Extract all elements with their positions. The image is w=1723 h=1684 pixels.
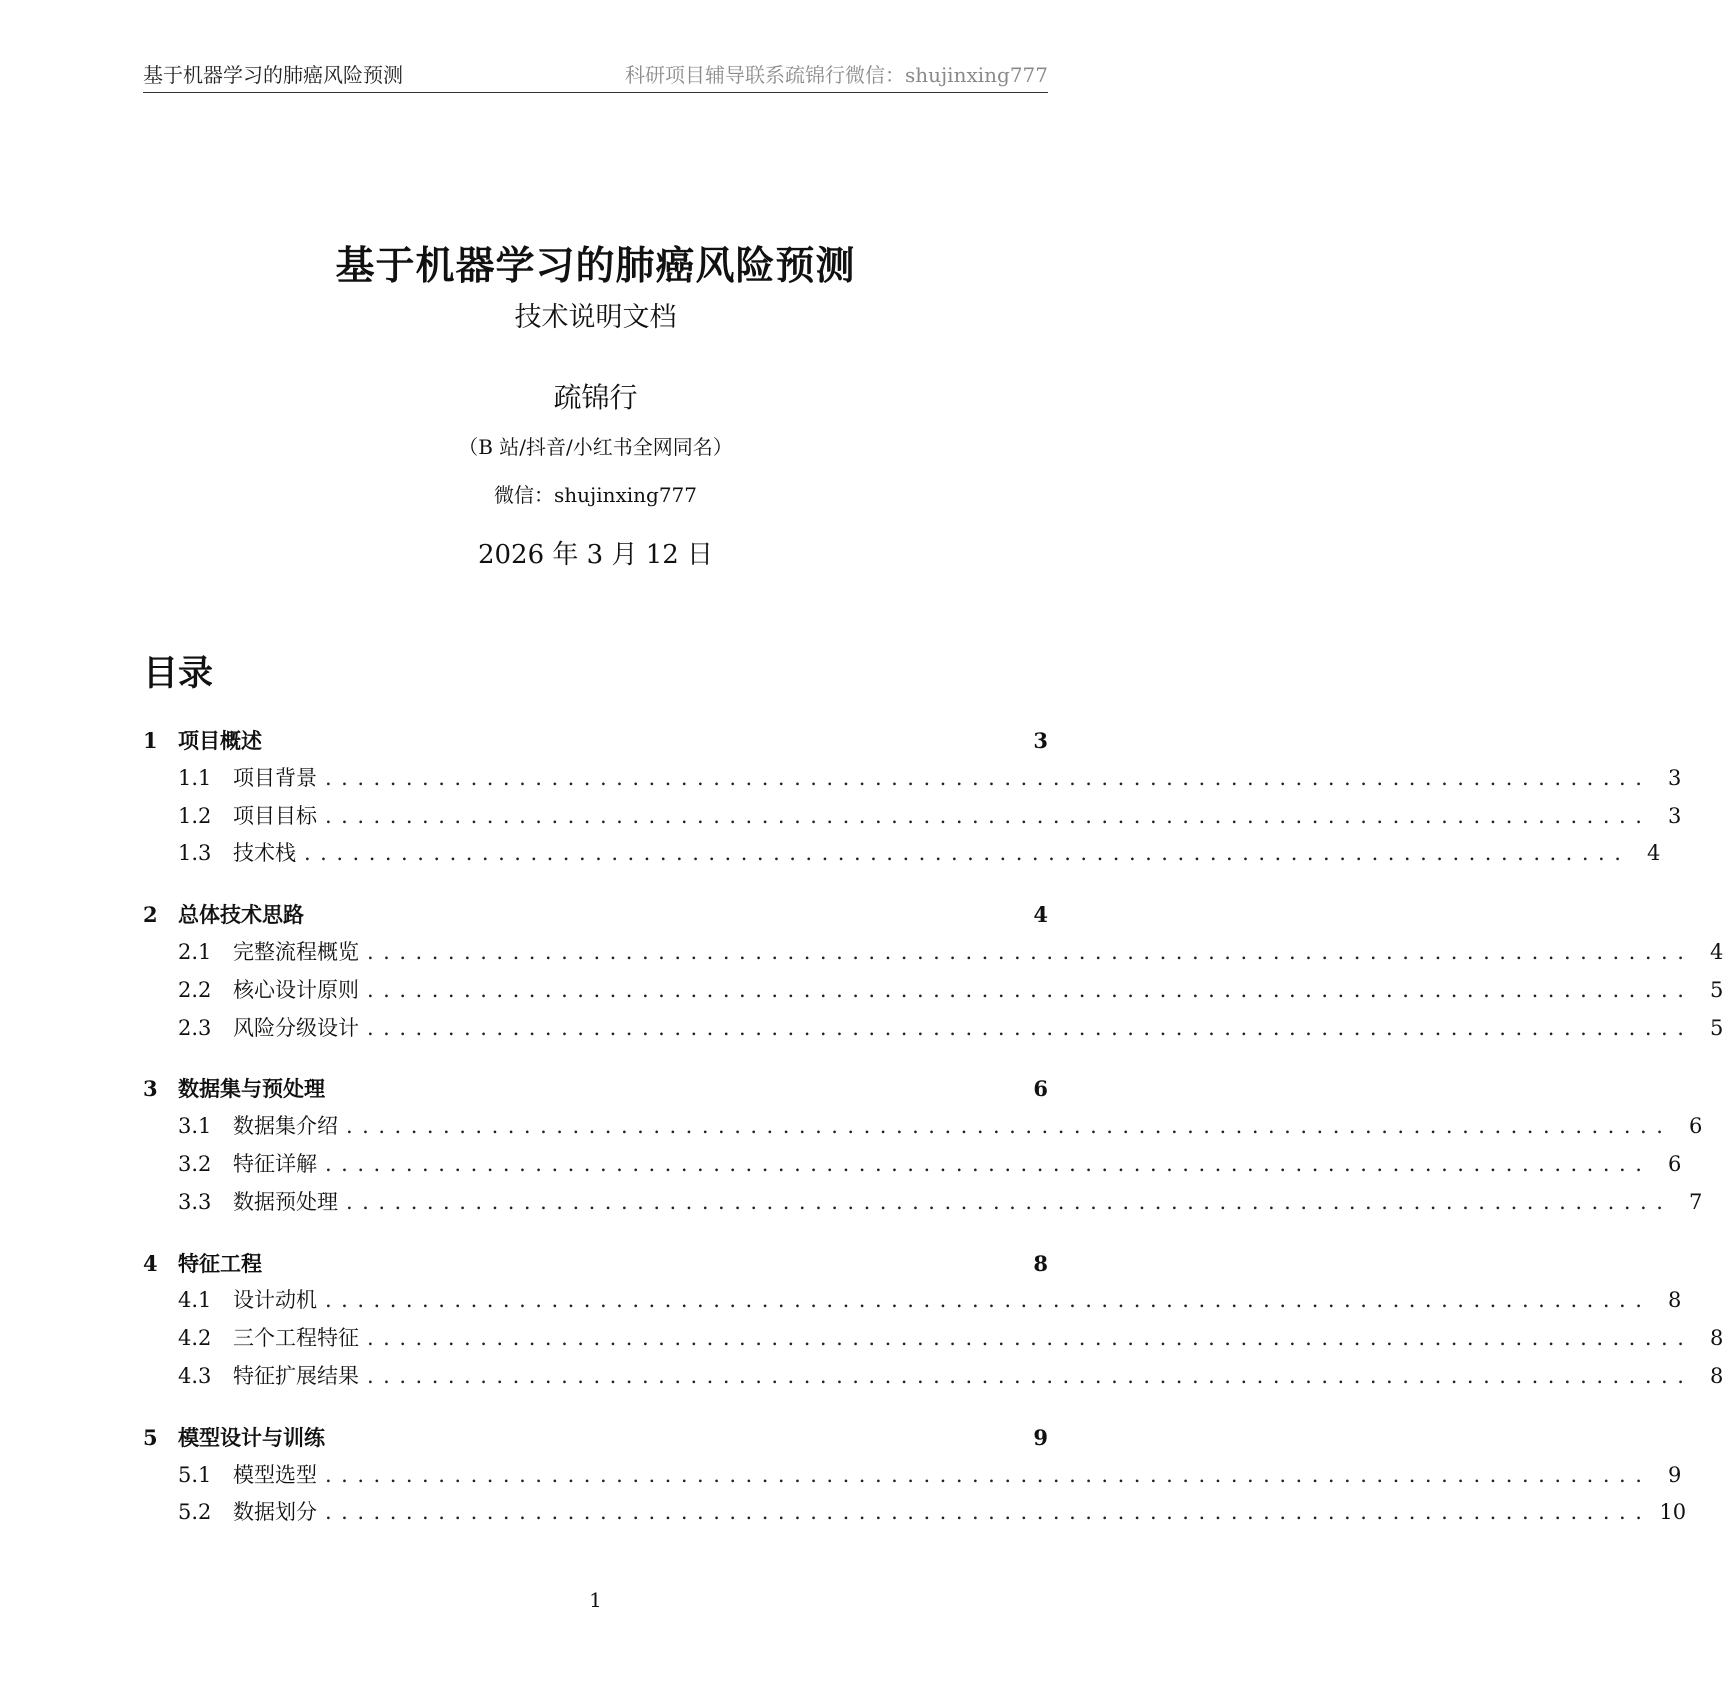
- toc-entry-subsection[interactable]: [143, 760, 1682, 798]
- toc-dot-leader: ..................................................................................: [325, 1151, 1652, 1176]
- toc-subsection-number: 1.1: [178, 765, 212, 790]
- toc-entry-subsection[interactable]: [143, 934, 1723, 972]
- toc-page-number: 8: [1668, 1288, 1682, 1313]
- toc-page-number: 3: [1668, 803, 1682, 828]
- toc-subsection-label: 数据预处理: [233, 1189, 338, 1214]
- toc-subsection-number: 2.2: [178, 977, 212, 1002]
- toc-subsection-label: 核心设计原则: [233, 977, 359, 1002]
- toc-subsection-number: 4.3: [178, 1363, 212, 1388]
- toc-subsection-number: 1.2: [178, 803, 212, 828]
- toc-dot-leader: ..................................................................................: [346, 1114, 1673, 1139]
- toc-dot-leader: ..................................................................................: [325, 1288, 1652, 1313]
- toc-subsection-number: 1.3: [178, 841, 212, 866]
- toc-page-number: 9: [1033, 1424, 1048, 1450]
- author-name: 疏锦行: [553, 381, 638, 414]
- toc-dot-leader: ..................................................................................: [325, 1462, 1652, 1487]
- toc-subsection-number: 3.1: [178, 1114, 212, 1139]
- toc-page-number: 6: [1033, 1076, 1048, 1102]
- toc-page-number: 5: [1710, 1015, 1723, 1040]
- toc-subsection-label: 技术栈: [233, 841, 296, 866]
- toc-entry-subsection[interactable]: [143, 1320, 1723, 1358]
- toc-page-number: 4: [1647, 841, 1661, 866]
- toc-page-number: 6: [1689, 1114, 1703, 1139]
- toc-page-number: 10: [1659, 1500, 1687, 1525]
- header-right-text: 科研项目辅导联系疏锦行微信：shujinxing777: [624, 63, 1048, 87]
- toc-subsection-number: 5.2: [178, 1500, 212, 1525]
- toc-dot-leader: ..................................................................................: [325, 803, 1652, 828]
- toc-section-number: 1: [143, 728, 158, 753]
- author-note: （B 站/抖音/小红书全网同名）: [458, 435, 733, 459]
- toc-entry-section[interactable]: [143, 1419, 1048, 1457]
- toc-entry-subsection[interactable]: [143, 1358, 1723, 1396]
- toc-section-number: 4: [143, 1250, 158, 1276]
- toc-section-number: 5: [143, 1424, 158, 1450]
- toc-section-number: 2: [143, 902, 158, 928]
- toc-subsection-label: 项目背景: [233, 765, 317, 790]
- toc-page-number: 8: [1033, 1250, 1048, 1276]
- toc-entry-subsection[interactable]: [143, 1457, 1682, 1495]
- toc-entry-subsection[interactable]: [143, 798, 1682, 836]
- toc-subsection-label: 完整流程概览: [233, 939, 359, 964]
- toc-section-label: 项目概述: [178, 728, 262, 753]
- toc-dot-leader: ..................................................................................: [367, 1015, 1694, 1040]
- toc-subsection-label: 三个工程特征: [233, 1326, 359, 1351]
- toc-dot-leader: ..................................................................................: [367, 1363, 1694, 1388]
- toc-section: [143, 896, 1723, 1047]
- document-title: 基于机器学习的肺癌风险预测: [335, 243, 856, 289]
- header-left-text: 基于机器学习的肺癌风险预测: [143, 63, 403, 87]
- toc-page-number: 4: [1033, 902, 1048, 928]
- toc-dot-leader: ..................................................................................: [367, 977, 1694, 1002]
- toc-dot-leader: ..................................................................................: [325, 1500, 1652, 1525]
- author-wechat: 微信：shujinxing777: [493, 483, 698, 507]
- toc-page-number: 7: [1689, 1189, 1703, 1214]
- toc-subsection-number: 4.1: [178, 1288, 212, 1313]
- toc-page-number: 4: [1710, 939, 1723, 964]
- toc-section-label: 数据集与预处理: [178, 1076, 325, 1102]
- toc-page-number: 3: [1668, 765, 1682, 790]
- toc-entry-subsection[interactable]: [143, 1010, 1723, 1048]
- toc-entry-subsection[interactable]: [143, 1282, 1682, 1320]
- document-subtitle: 技术说明文档: [514, 302, 677, 333]
- toc-subsection-label: 风险分级设计: [233, 1015, 359, 1040]
- toc-subsection-label: 特征详解: [233, 1151, 317, 1176]
- toc-section: [143, 722, 1682, 873]
- running-header: [143, 62, 1048, 93]
- toc-subsection-number: 3.3: [178, 1189, 212, 1214]
- toc-entry-subsection[interactable]: [143, 1184, 1703, 1222]
- toc-section: [143, 1419, 1687, 1532]
- toc-page-number: 8: [1710, 1363, 1723, 1388]
- toc-subsection-number: 5.1: [178, 1462, 212, 1487]
- toc-subsection-number: 3.2: [178, 1151, 212, 1176]
- toc-entry-subsection[interactable]: [143, 1146, 1682, 1184]
- table-of-contents: [143, 722, 1723, 1555]
- toc-dot-leader: ..................................................................................: [304, 841, 1631, 866]
- toc-entry-section[interactable]: [143, 1245, 1048, 1283]
- toc-section-label: 模型设计与训练: [178, 1424, 325, 1450]
- toc-entry-subsection[interactable]: [143, 972, 1723, 1010]
- toc-entry-section[interactable]: [143, 896, 1048, 934]
- toc-dot-leader: ..................................................................................: [367, 1326, 1694, 1351]
- toc-section-label: 总体技术思路: [178, 902, 304, 928]
- toc-subsection-label: 数据划分: [233, 1500, 317, 1525]
- toc-page-number: 9: [1668, 1462, 1682, 1487]
- toc-section-number: 3: [143, 1076, 158, 1102]
- toc-entry-section[interactable]: [143, 1070, 1048, 1108]
- toc-dot-leader: ..................................................................................: [367, 939, 1694, 964]
- toc-entry-section[interactable]: [143, 722, 1048, 760]
- toc-subsection-label: 数据集介绍: [233, 1114, 338, 1139]
- toc-page-number: 5: [1710, 977, 1723, 1002]
- toc-subsection-number: 4.2: [178, 1326, 212, 1351]
- toc-page-number: 6: [1668, 1151, 1682, 1176]
- toc-subsection-number: 2.1: [178, 939, 212, 964]
- toc-dot-leader: ..................................................................................: [346, 1189, 1673, 1214]
- page-number: 1: [589, 1588, 602, 1612]
- toc-entry-subsection[interactable]: [143, 1494, 1687, 1532]
- document-date: 2026 年 3 月 12 日: [477, 540, 714, 570]
- toc-page-number: 3: [1033, 728, 1048, 753]
- toc-subsection-number: 2.3: [178, 1015, 212, 1040]
- toc-dot-leader: ..................................................................................: [325, 765, 1652, 790]
- toc-heading: 目录: [143, 653, 214, 694]
- toc-subsection-label: 模型选型: [233, 1462, 317, 1487]
- toc-page-number: 8: [1710, 1326, 1723, 1351]
- toc-section: [143, 1070, 1703, 1221]
- toc-subsection-label: 设计动机: [233, 1288, 317, 1313]
- toc-section-label: 特征工程: [178, 1250, 262, 1276]
- toc-subsection-label: 项目目标: [233, 803, 317, 828]
- toc-subsection-label: 特征扩展结果: [233, 1363, 359, 1388]
- toc-entry-subsection[interactable]: [143, 835, 1661, 873]
- toc-section: [143, 1245, 1723, 1396]
- toc-entry-subsection[interactable]: [143, 1108, 1703, 1146]
